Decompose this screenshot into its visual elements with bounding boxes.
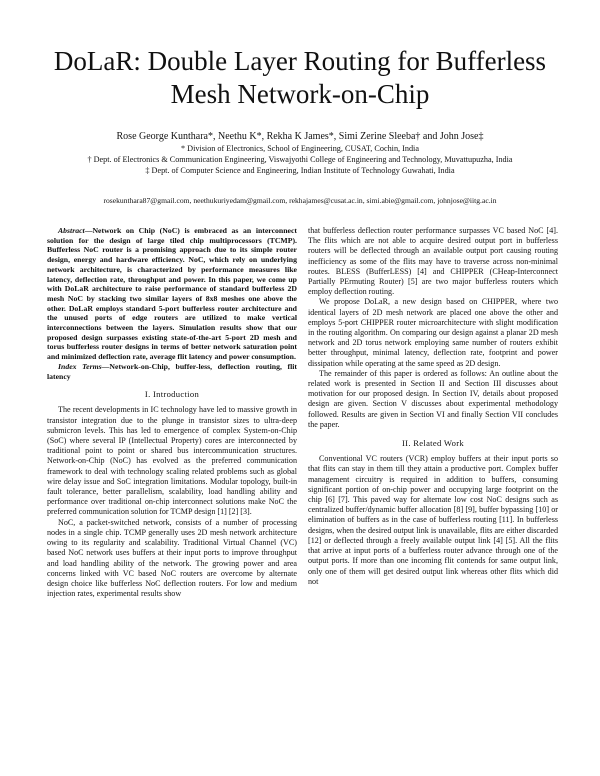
paragraph: We propose DoLaR, a new design based on CHIPPER, where two identical layers of 2D mesh network are placed one above the other and employs 5-port CHIPPER router microarchitecture with slight modification in the routing algorithm. On comparing our design against a planar 2D mesh network and 2D torus network employing same number of routers exhibit better throughput, minimal latency, deflection rate, footprint and power dissipation while operating at the same speed as 2D design. xyxy=(308,297,558,368)
abstract xyxy=(47,226,297,362)
paragraph: The recent developments in IC technology have led to massive growth in transistor integration due to the plunge in transistor sizes to ultra-deep submicron levels. This has led to emergence of complex System-on-Chip (SoC) where several IP (Intellectual Property) cores are interconnected by traditional point to point or shared bus intercommunication structures. Network-on-Chip (NoC) has evolved as the preferred communication framework to deal with technology scaling related problems such as global wire delay issue and SoC integration limitations. Modular topology, built-in fault tolerance, better parallelism, scalability, load handling ability and performance over traditional on-chip interconnect solutions make NoC the preferred communication solution for TCMP design [1] [2] [3]. xyxy=(47,405,297,517)
left-column xyxy=(47,226,297,599)
affiliation-2: † Dept. of Electronics & Communication Engineering, Viswajyothi College of Engineering and Technology, Muvattupuzha, India xyxy=(87,155,513,164)
affiliation-1: * Division of Electronics, School of Engineering, CUSAT, Cochin, India xyxy=(181,144,419,153)
index-terms xyxy=(47,362,297,381)
paragraph: The remainder of this paper is ordered as follows: An outline about the related work is presented in Section II and Section III discusses about motivation for our proposed design. In Section IV, details about proposed design are given. Section V discusses about experimental methodology followed. Results are given in Section VI and finally Section VII concludes the paper. xyxy=(308,368,558,429)
paragraph: Conventional VC routers (VCR) employ buffers at their input ports so that flits can stay in them till they attain a productive port. Complex buffer management circuitry is required in addition to buffers, consuming significant portion of on-chip power and occupying large footprint on the chip [6] [7]. This paved way for alternate low cost NoC designs such as centralized buffer/dynamic buffer allocation [8] [9], buffer bypassing [10] or elimination of buffers as in the case of bufferless routing [11]. In bufferless designs, when the desired output link is unavailable, flits are either discarded [12] or deflected through a freely available output link [4] [5]. All the flits that arrive at input ports of a bufferless router advance through one of the output ports. If more than one incoming flit contends for same output link, only one of them will get desired output link whereas other flits which did not xyxy=(308,454,558,586)
section-heading-related-work: II. Related Work xyxy=(402,438,464,449)
right-column xyxy=(308,226,558,587)
index-terms-text: —Network-on-Chip, buffer-less, deflection routing, flit latency xyxy=(47,361,298,381)
paper-title: DoLaR: Double Layer Routing for Bufferless Mesh Network-on-Chip xyxy=(53,46,547,109)
index-terms-label: Index Terms xyxy=(58,361,102,371)
author-list: Rose George Kunthara*, Neethu K*, Rekha K James*, Simi Zerine Sleeba† and John Jose‡ xyxy=(116,131,484,142)
author-emails: rosekunthara87@gmail.com, neethukuriyedam@gmail.com, rekhajames@cusat.ac.in, simi.abie@gmail.com, johnjose@iitg.ac.in xyxy=(103,196,497,205)
paragraph: that bufferless deflection router performance surpasses VC based NoC [4]. The flits which are not able to acquire desired output port in bufferless routers will be deflected through an available output port causing routing inefficiency as some of the flits may have to traverse across non-minimal routes. BLESS (BufferLESS) [4] and CHIPPER (CHeap-Interconnect Partially PErmuting Router) [5] are two major bufferless routers which employ deflection routing. xyxy=(308,226,558,297)
paragraph: NoC, a packet-switched network, consists of a number of processing nodes in a single chip. TCMP generally uses 2D mesh network architecture owing to its regularity and scalability. Traditional Virtual Channel (VC) based NoC network uses buffers at their input ports to improve throughput and load handling ability of the network. The growing power and area concerns linked with VC based NoC routers are overcome by alternate design choice like bufferless NoC deflection routers. For low and medium injection rates, experimental results show xyxy=(47,517,297,599)
abstract-text: —Network on Chip (NoC) is embraced as an interconnect solution for the design of large tiled chip multiprocessors (TCMP). Bufferless NoC router is a promising approach due to its simple router design, energy and hardware efficiency. NoC, which rely on underlying network architecture, is characterized by performance measures like latency, deflection rate, throughput and power. In this paper, we come up with DoLaR architecture to raise performance of standard bufferless 2D mesh NoC by stacking two similar layers of 8x8 meshes one above the other. DoLaR employs standard 5-port bufferless router architecture and the unused ports of edge routers are utilized to make vertical interconnections between the layers. Simulation results show that our proposed design surpasses existing state-of-the-art 5-port 2D mesh and torus bufferless router designs in terms of better network saturation point and minimized deflection rate, average flit latency and power consumption. xyxy=(47,226,297,362)
abstract-label: Abstract xyxy=(58,226,85,235)
section-heading-introduction: I. Introduction xyxy=(144,389,200,400)
affiliation-3: ‡ Dept. of Computer Science and Engineering, Indian Institute of Technology Guwahati, India xyxy=(145,166,455,175)
